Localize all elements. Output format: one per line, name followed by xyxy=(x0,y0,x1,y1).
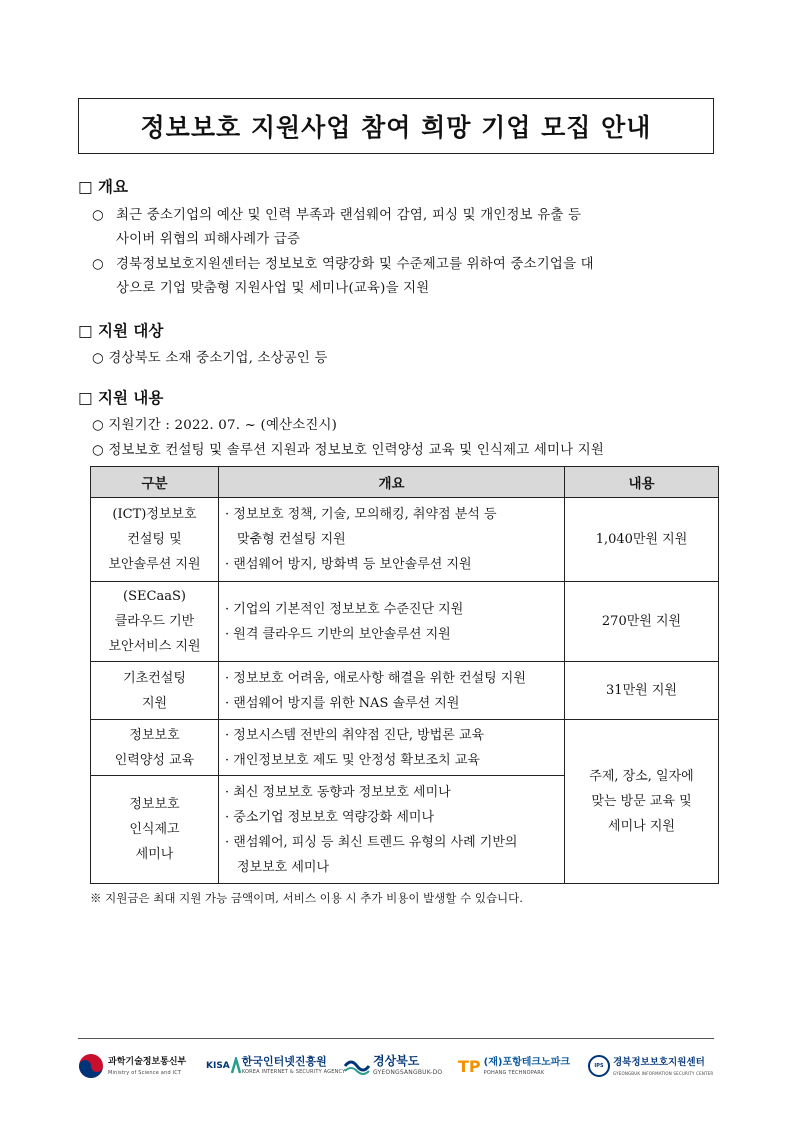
category-line: 정보보호 xyxy=(129,797,180,812)
table-row xyxy=(91,582,719,662)
content-summary: ○ 정보보호 컨설팅 및 솔루션 지원과 정보보호 인력양성 교육 및 인식제고 세미나 지원 xyxy=(92,443,604,458)
section-overview-heading: □ 개요 xyxy=(78,178,128,196)
section-target-heading: □ 지원 대상 xyxy=(78,322,164,340)
row-description xyxy=(219,776,565,884)
footer-divider xyxy=(78,1038,714,1039)
center-mark-icon: IPS xyxy=(588,1055,610,1077)
gyeongbuk-sub: GYEONGSANGBUK-DO xyxy=(373,1069,443,1076)
overview-item-1-line-1: 최근 중소기업의 예산 및 인력 부족과 랜섬웨어 감염, 피싱 및 개인정보 유출 등 xyxy=(116,208,582,223)
category-line: 세미나 xyxy=(135,847,174,862)
kisa-name: 한국인터넷진흥원 xyxy=(241,1055,327,1068)
section-content-heading: □ 지원 내용 xyxy=(78,389,164,407)
category-line: 지원 xyxy=(141,695,168,711)
category-line: 컨설팅 및 xyxy=(127,532,182,547)
support-line: 맞는 방문 교육 및 xyxy=(591,794,692,809)
support-line: 세미나 지원 xyxy=(608,819,675,834)
row-description xyxy=(219,498,565,582)
desc-line: 맞춤형 컨설팅 지원 xyxy=(237,532,346,547)
category-line: 인력양성 교육 xyxy=(114,752,195,768)
category-line: 기초컨설팅 xyxy=(123,670,186,686)
table-row xyxy=(91,720,719,776)
category-line: 정보보호 xyxy=(129,727,180,743)
center-sub: GYEONGBUK INFORMATION SECURITY CENTER xyxy=(613,1070,714,1076)
kisa-abbr: KISA xyxy=(206,1061,230,1071)
header-overview: 개요 xyxy=(219,467,565,498)
table-header-row xyxy=(91,467,719,498)
target-item: ○ 경상북도 소재 중소기업, 소상공인 등 xyxy=(92,351,328,366)
row-support: 1,040만원 지원 xyxy=(565,498,719,582)
overview-item-1-line-2: 사이버 위협의 피해사례가 급증 xyxy=(116,232,301,247)
desc-line: · 랜섬웨어 방지를 위한 NAS 솔루션 지원 xyxy=(225,695,460,711)
row-category xyxy=(91,662,219,720)
row-description xyxy=(219,720,565,776)
bullet: ○ xyxy=(92,257,104,272)
row-support: 270만원 지원 xyxy=(565,582,719,662)
center-logo xyxy=(588,1050,713,1082)
kisa-mark-icon xyxy=(230,1057,242,1075)
desc-line: · 원격 클라우드 기반의 보안솔루션 지원 xyxy=(225,626,451,642)
kisa-sub: KOREA INTERNET & SECURITY AGENCY xyxy=(241,1069,346,1075)
desc-line: · 정보보호 어려움, 애로사항 해결을 위한 컨설팅 지원 xyxy=(225,670,526,686)
msit-logo xyxy=(78,1050,186,1082)
row-support: 31만원 지원 xyxy=(565,662,719,720)
shared-support xyxy=(565,720,719,884)
row-category xyxy=(91,720,219,776)
support-line: 주제, 장소, 일자에 xyxy=(589,769,694,784)
overview-item-2 xyxy=(92,253,594,272)
page-title: 정보보호 지원사업 참여 희망 기업 모집 안내 xyxy=(140,113,652,142)
category-line: 클라우드 기반 xyxy=(114,614,195,629)
row-category xyxy=(91,582,219,662)
desc-line: · 랜섬웨어, 피싱 등 최신 트렌드 유형의 사례 기반의 xyxy=(225,834,518,850)
overview-item-1 xyxy=(92,204,581,223)
desc-line: · 랜섬웨어 방지, 방화벽 등 보안솔루션 지원 xyxy=(225,557,472,572)
category-line: (ICT)정보보호 xyxy=(112,507,197,522)
category-line: 인식제고 xyxy=(129,822,180,837)
table-row xyxy=(91,498,719,582)
techno-mark: TP xyxy=(458,1056,481,1076)
desc-line: · 개인정보보호 제도 및 안정성 확보조치 교육 xyxy=(225,752,480,768)
gyeongbuk-name: 경상북도 xyxy=(373,1054,420,1068)
msit-name: 과학기술정보통신부 xyxy=(108,1057,187,1067)
title-box xyxy=(78,98,714,154)
row-description xyxy=(219,662,565,720)
desc-line: · 기업의 기본적인 정보보호 수준진단 지원 xyxy=(225,601,464,617)
desc-line: · 정보시스템 전반의 취약점 진단, 방법론 교육 xyxy=(225,727,485,743)
kisa-logo xyxy=(206,1050,345,1082)
category-line: (SECaaS) xyxy=(123,589,186,604)
row-category xyxy=(91,776,219,884)
desc-line: · 정보보호 정책, 기술, 모의해킹, 취약점 분석 등 xyxy=(225,507,497,522)
overview-item-2-line-2: 상으로 기업 맞춤형 지원사업 및 세미나(교육)을 지원 xyxy=(116,281,430,296)
techno-name: (재)포항테크노파크 xyxy=(483,1056,571,1068)
taegeuk-icon xyxy=(78,1053,104,1079)
gyeongbuk-logo xyxy=(344,1050,442,1082)
category-line: 보안솔루션 지원 xyxy=(108,557,201,572)
techno-logo xyxy=(458,1050,570,1082)
row-category xyxy=(91,498,219,582)
footer-logos xyxy=(78,1050,714,1082)
desc-line: · 중소기업 정보보호 역량강화 세미나 xyxy=(225,809,435,825)
header-category: 구분 xyxy=(91,467,219,498)
msit-sub: Ministry of Science and ICT xyxy=(108,1070,182,1076)
desc-line: 정보보호 세미나 xyxy=(237,859,330,875)
support-table xyxy=(90,466,719,884)
overview-item-2-line-1: 경북정보보호지원센터는 정보보호 역량강화 및 수준제고를 위하여 중소기업을 대 xyxy=(116,257,594,272)
desc-line: · 최신 정보보호 동향과 정보보호 세미나 xyxy=(225,784,451,800)
content-period: ○ 지원기간 : 2022. 07. ~ (예산소진시) xyxy=(92,418,338,433)
category-line: 보안서비스 지원 xyxy=(108,639,201,654)
header-content: 내용 xyxy=(565,467,719,498)
techno-sub: POHANG TECHNOPARK xyxy=(483,1069,545,1076)
footnote: ※ 지원금은 최대 지원 가능 금액이며, 서비스 이용 시 추가 비용이 발생할 수 있습니다. xyxy=(90,891,523,905)
bullet: ○ xyxy=(92,208,104,223)
table-row xyxy=(91,662,719,720)
row-description xyxy=(219,582,565,662)
gyeongbuk-wave-icon xyxy=(344,1057,370,1075)
center-name: 경북정보보호지원센터 xyxy=(613,1056,705,1068)
